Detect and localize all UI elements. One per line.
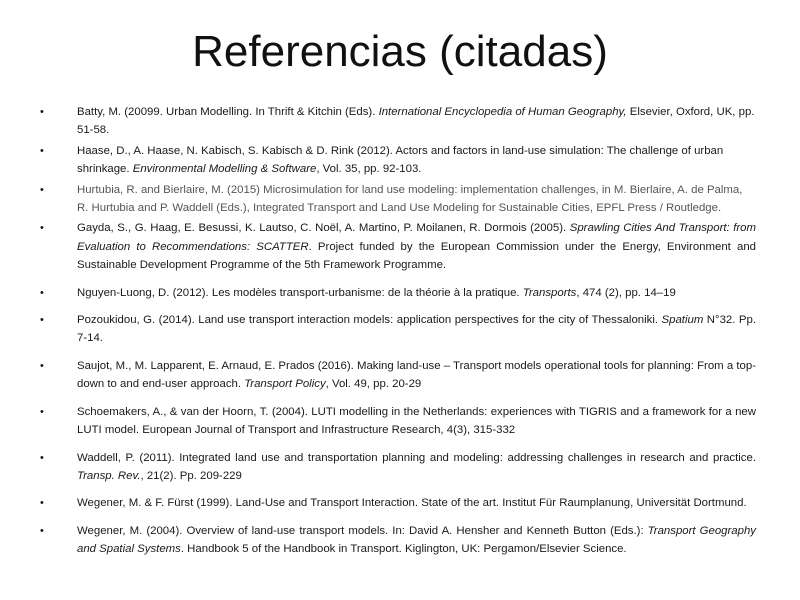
bullet-icon: • — [40, 451, 44, 464]
reference-text: Pozoukidou, G. (2014). Land use transport interaction models: application perspectives for the city of Thessaloniki. Spatium N°32. Pp. 7-14. — [77, 314, 757, 345]
bullet-icon: • — [40, 405, 44, 418]
reference-text: Nguyen-Luong, D. (2012). Les modèles transport-urbanisme: de la théorie à la pratique. Transports, 474 (2), pp. 14–19 — [77, 286, 676, 299]
reference-item — [40, 219, 756, 274]
bullet-icon: • — [40, 314, 44, 327]
reference-text: Batty, M. (20099. Urban Modelling. In Thrift & Kitchin (Eds). International Encyclopedia of Human Geography, Elsevier, Oxford, UK, pp. 51-58. — [77, 106, 755, 137]
reference-item — [40, 103, 756, 140]
reference-item — [40, 403, 756, 440]
reference-list — [40, 103, 756, 559]
reference-item — [40, 494, 756, 512]
reference-item — [40, 449, 756, 486]
reference-text: Wegener, M. (2004). Overview of land-use transport models. In: David A. Hensher and Kenneth Button (Eds.): Transport Geography and Spatial Systems. Handbook 5 of the Handbook in Transport. Kiglington, UK: Pergamon/Elsevier Science. — [77, 524, 756, 556]
reference-text: Hurtubia, R. and Bierlaire, M. (2015) Microsimulation for land use modeling: implementation challenges, in M. Bierlaire, A. de Palma, R. Hurtubia and P. Waddell (Eds.), Integrated Transport and Land Use Modeling for Sustainable Cities, EPFL Press / Routledge. — [77, 183, 743, 215]
bullet-icon: • — [40, 183, 44, 196]
reference-text: Haase, D., A. Haase, N. Kabisch, S. Kabisch & D. Rink (2012). Actors and factors in land-use simulation: The challenge of urban shrinkage. Environmental Modelling & Software, Vol. 35, pp. 92-103. — [77, 144, 724, 176]
reference-text: Gayda, S., G. Haag, E. Besussi, K. Lautso, C. Noël, A. Martino, P. Moilanen, R. Dormois (2005). Sprawling Cities And Transport: from Evaluation to Recommendations: SCATTER. Project funded by the European Commission under the Energy, Environment and Sustainable Development Programme of the 5th Framework Programme. — [77, 222, 756, 272]
bullet-icon: • — [40, 144, 44, 157]
reference-text: Saujot, M., M. Lapparent, E. Arnaud, E. Prados (2016). Making land-use – Transport models operational tools for planning: From a top-down to and end-user approach. Transport Policy, Vol. 49, pp. 20-29 — [77, 359, 756, 391]
reference-item — [40, 311, 756, 348]
reference-text: Schoemakers, A., & van der Hoorn, T. (2004). LUTI modelling in the Netherlands: experiences with TIGRIS and a framework for a new LUTI model. European Journal of Transport and Infrastructure Research, 4(3), 315-332 — [77, 405, 756, 437]
reference-item — [40, 522, 756, 559]
bullet-icon: • — [40, 286, 44, 299]
bullet-icon: • — [40, 497, 44, 510]
slide-title: Referencias (citadas) — [192, 27, 608, 76]
reference-text: Waddell, P. (2011). Integrated land use and transportation planning and modeling: addressing challenges in research and practice. Transp. Rev., 21(2). Pp. 209-229 — [77, 451, 756, 482]
reference-item — [40, 357, 756, 394]
bullet-icon: • — [40, 222, 44, 235]
bullet-icon: • — [40, 524, 44, 537]
reference-item — [40, 284, 756, 302]
bullet-icon: • — [40, 359, 44, 372]
bullet-icon: • — [40, 106, 44, 118]
reference-item — [40, 142, 756, 179]
reference-text: Wegener, M. & F. Fürst (1999). Land-Use and Transport Interaction. State of the art. Institut Für Raumplanung, Universität Dortmund. — [77, 497, 747, 510]
reference-item — [40, 181, 756, 218]
